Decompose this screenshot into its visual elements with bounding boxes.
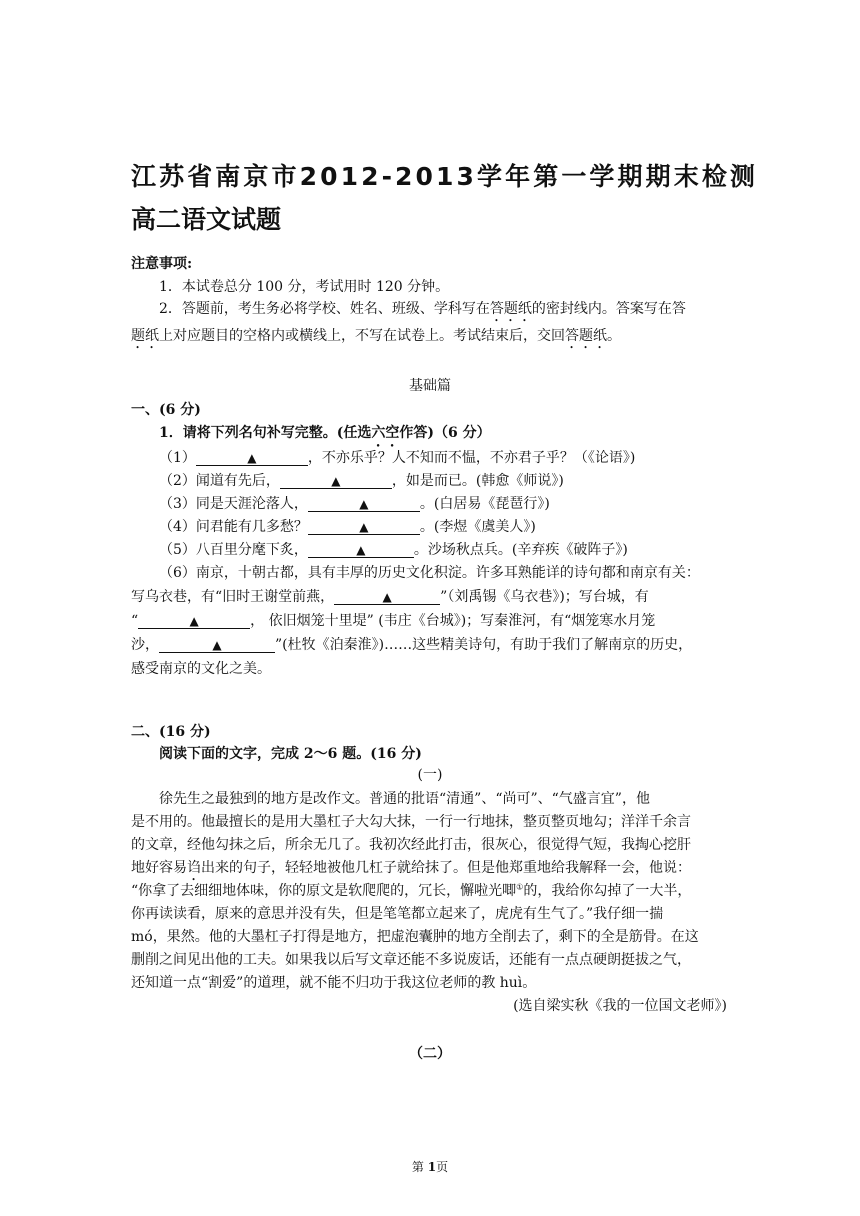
passage-line: 你再读读看，原来的意思并没有失，但是笔笔都立起来了，虎虎有生气了。”我仔细一揣 bbox=[131, 906, 664, 922]
fill-line-2: （2）闻道有先后， ▲ ，如是而已。(韩愈《师说》) bbox=[159, 473, 564, 489]
passage-source: (选自梁实秋《我的一位国文老师》) bbox=[513, 998, 727, 1014]
answer-blank[interactable]: ▲ bbox=[280, 474, 392, 489]
answer-blank[interactable]: ▲ bbox=[196, 451, 308, 466]
passage-1-title: (一) bbox=[417, 767, 443, 783]
passage-line: 地好容易诌出来的句子，轻轻地被他几杠子就给抹了。但是他郑重地给我解释一会，他说： bbox=[131, 860, 691, 876]
fill-line-6-cont: “ ▲ ， 依旧烟笼十里堤” (韦庄《台城》)；写秦淮河，有“烟笼寒水月笼 bbox=[131, 613, 656, 629]
passage-2-title: （二） bbox=[409, 1046, 451, 1062]
passage-line: 还知道一点“割爱”的道理，就不能不归功于我这位老师的教 huì。 bbox=[131, 975, 537, 991]
notice-item-2-cont: 题纸上对应题目的空格内或横线上，不写在试卷上。考试结束后，交回答题纸。 bbox=[131, 328, 621, 344]
fill-line-6-cont: 写乌衣巷，有“旧时王谢堂前燕， ▲ ”（刘禹锡《乌衣巷》)；写台城，有 bbox=[131, 589, 649, 605]
passage-line: mó，果然。他的大墨杠子打得是地方，把虚泡囊肿的地方全削去了，剩下的全是筋骨。在这 bbox=[131, 929, 699, 945]
notice-heading: 注意事项: bbox=[131, 256, 193, 272]
emphasis-answer-sheet: 题纸 bbox=[131, 328, 159, 344]
notice-item-2: 2．答题前，考生务必将学校、姓名、班级、学科写在答题纸的密封线内。答案写在答 bbox=[159, 301, 686, 317]
fill-line-3: （3）同是天涯沦落人， ▲ 。(白居易《琵琶行》) bbox=[159, 496, 550, 512]
exam-title: 江苏省南京市2012-2013学年第一学期期末检测 bbox=[131, 162, 759, 191]
part1-heading: 一、(6 分) bbox=[131, 402, 201, 418]
answer-blank[interactable]: ▲ bbox=[308, 543, 414, 558]
part2-instruction: 阅读下面的文字，完成 2～6 题。(16 分) bbox=[159, 746, 422, 762]
fill-line-6-cont: 感受南京的文化之美。 bbox=[131, 661, 271, 677]
emphasis-six: 六空 bbox=[371, 425, 400, 441]
passage-line: 徐先生之最独到的地方是改作文。普通的批语“清通”、“尚可”、“气盛言宜”，他 bbox=[159, 791, 650, 807]
fill-line-5: （5）八百里分麾下炙， ▲ 。沙场秋点兵。(辛弃疾《破阵子》) bbox=[159, 542, 628, 558]
fill-line-6: （6）南京，十朝古都，具有丰厚的历史文化积淀。许多耳熟能详的诗句都和南京有关： bbox=[159, 565, 700, 581]
passage-line: 的文章，经他勾抹之后，所余无几了。我初次经此打击，很灰心，很觉得气短，我掏心挖肝 bbox=[131, 837, 691, 853]
emphasis-answer-sheet: 答题纸 bbox=[565, 328, 607, 344]
section-basic: 基础篇 bbox=[409, 378, 451, 394]
page-number: 第 1页 bbox=[411, 1160, 449, 1174]
answer-blank[interactable]: ▲ bbox=[334, 590, 440, 605]
notice-item-1: 1．本试卷总分 100 分，考试用时 120 分钟。 bbox=[159, 279, 450, 295]
passage-line: 删削之间见出他的工夫。如果我以后写文章还能不多说废话，还能有一点点硬朗挺拔之气， bbox=[131, 952, 691, 968]
part2-heading: 二、(16 分) bbox=[131, 724, 211, 740]
passage-line: 是不用的。他最擅长的是用大墨杠子大勾大抹，一行一行地抹，整页整页地勾；洋洋千余言 bbox=[131, 814, 691, 830]
emphasis-char: 诌 bbox=[187, 860, 201, 876]
answer-blank[interactable]: ▲ bbox=[138, 614, 250, 629]
fill-line-4: （4）问君能有几多愁？ ▲ 。(李煜《虞美人》) bbox=[159, 519, 536, 535]
answer-blank[interactable]: ▲ bbox=[308, 497, 420, 512]
passage-line: “你拿了去细细地体味，你的原文是软爬爬的，冗长，懈啦光唧①的，我给你勾掉了一大半， bbox=[131, 882, 692, 899]
fill-line-6-cont: 沙， ▲ ”(杜牧《泊秦淮》)……这些精美诗句，有助于我们了解南京的历史， bbox=[131, 637, 693, 653]
emphasis-answer-sheet: 答题纸 bbox=[489, 301, 532, 317]
question-1: 1．请将下列名句补写完整。(任选六空作答)（6 分） bbox=[159, 425, 491, 441]
footnote-marker: ① bbox=[516, 882, 524, 892]
fill-line-1: （1） ▲ ，不亦乐乎？人不知而不愠，不亦君子乎？（《论语》) bbox=[159, 450, 636, 466]
exam-subtitle: 高二语文试题 bbox=[131, 205, 282, 234]
answer-blank[interactable]: ▲ bbox=[308, 520, 420, 535]
answer-blank[interactable]: ▲ bbox=[159, 638, 275, 653]
